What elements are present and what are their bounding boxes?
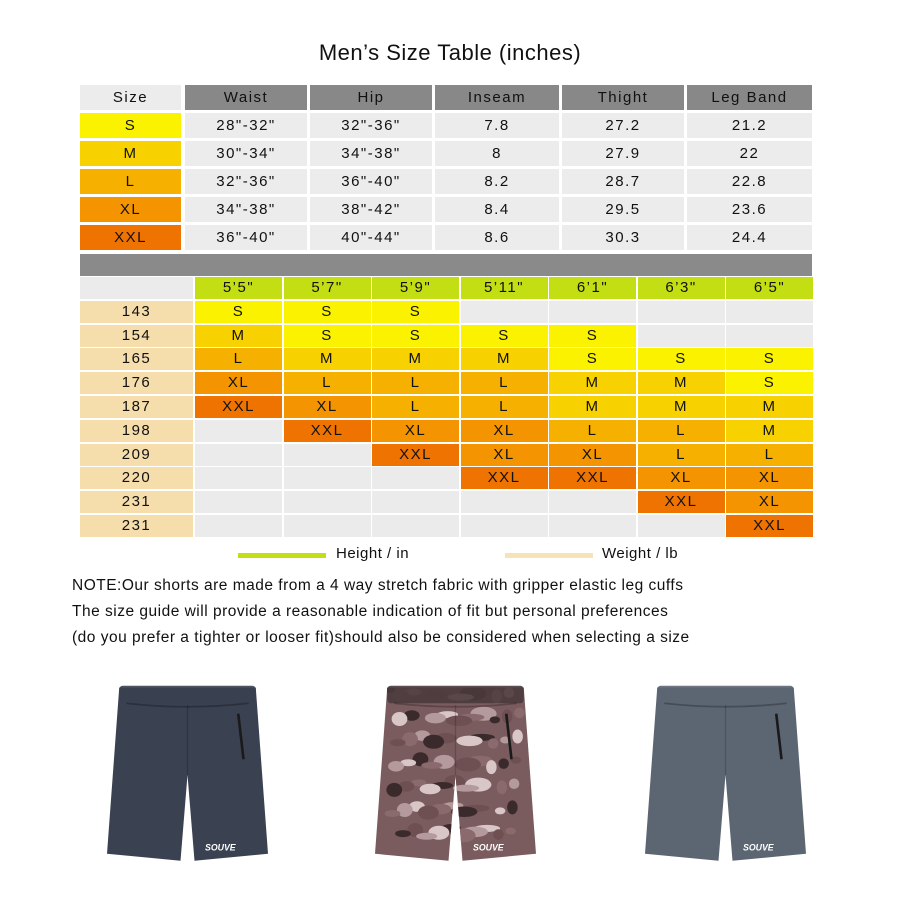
fit-cell: XL: [284, 396, 371, 418]
fit-cell: M: [726, 396, 813, 418]
height-header-cell: 5’5": [195, 277, 282, 299]
weight-legend-swatch: [505, 553, 593, 558]
size-table-cell-hip: 40"-44": [310, 225, 432, 250]
size-table-cell-inseam: 8.2: [435, 169, 559, 194]
fit-cell: S: [372, 301, 459, 323]
shorts-camo-icon: [368, 665, 543, 885]
fit-cell: XL: [638, 467, 725, 489]
size-table-cell-hip: 36"-40": [310, 169, 432, 194]
fit-cell: M: [461, 348, 548, 370]
fit-cell: M: [638, 372, 725, 394]
weight-row-label: 231: [80, 515, 193, 537]
fit-cell-empty: [549, 491, 636, 513]
fit-cell: XXL: [726, 515, 813, 537]
size-table-cell-leg-band: 22: [687, 141, 812, 166]
fit-cell: L: [461, 396, 548, 418]
size-table-cell-waist: 30"-34": [185, 141, 307, 166]
size-table-cell-thigh: 27.9: [562, 141, 684, 166]
fit-cell-empty: [549, 515, 636, 537]
fit-cell: XXL: [195, 396, 282, 418]
fit-cell: XL: [195, 372, 282, 394]
size-table-cell-size: S: [80, 113, 181, 138]
height-legend-swatch: [238, 553, 326, 558]
height-header-cell: 5’11": [461, 277, 548, 299]
fit-cell: M: [638, 396, 725, 418]
size-table-cell-leg-band: 23.6: [687, 197, 812, 222]
size-table-cell-leg-band: 24.4: [687, 225, 812, 250]
fit-cell-empty: [195, 444, 282, 466]
weight-row-label: 154: [80, 325, 193, 347]
fit-cell: S: [726, 372, 813, 394]
fit-cell: L: [549, 420, 636, 442]
fit-cell-empty: [726, 301, 813, 323]
size-table-cell-size: M: [80, 141, 181, 166]
fit-cell: L: [461, 372, 548, 394]
fit-cell-empty: [372, 515, 459, 537]
fit-cell: XL: [726, 491, 813, 513]
size-table-cell-hip: 34"-38": [310, 141, 432, 166]
size-table-cell-thigh: 29.5: [562, 197, 684, 222]
fit-cell: XL: [549, 444, 636, 466]
note-line-2: The size guide will provide a reasonable indication of fit but personal preferences: [72, 603, 669, 620]
size-table-cell-inseam: 8.4: [435, 197, 559, 222]
weight-row-label: 198: [80, 420, 193, 442]
fit-cell: L: [372, 396, 459, 418]
fit-cell: L: [638, 420, 725, 442]
size-table-cell-hip: 32"-36": [310, 113, 432, 138]
table-divider: [80, 254, 812, 276]
fit-cell-empty: [461, 515, 548, 537]
weight-row-label: 165: [80, 348, 193, 370]
height-header-cell: 6’3": [638, 277, 725, 299]
size-table-header-thigh: Thight: [562, 85, 684, 110]
fit-cell: XL: [461, 420, 548, 442]
size-table-cell-waist: 36"-40": [185, 225, 307, 250]
brand-logo: SOUVE: [205, 842, 236, 853]
size-table-cell-thigh: 27.2: [562, 113, 684, 138]
size-table-cell-inseam: 8.6: [435, 225, 559, 250]
fit-cell-empty: [638, 325, 725, 347]
size-table-cell-size: L: [80, 169, 181, 194]
fit-cell: S: [549, 348, 636, 370]
product-image-navy: [100, 665, 275, 890]
note-line-1: NOTE:Our shorts are made from a 4 way stretch fabric with gripper elastic leg cuffs: [72, 577, 684, 594]
fit-note: [72, 573, 832, 651]
fit-cell: M: [549, 396, 636, 418]
fit-cell-empty: [461, 491, 548, 513]
shorts-navy-icon: [100, 665, 275, 885]
product-image-gray: [638, 665, 813, 890]
weight-row-label: 176: [80, 372, 193, 394]
product-image-camo: [368, 665, 543, 890]
weight-row-label: 209: [80, 444, 193, 466]
fit-cell-empty: [195, 491, 282, 513]
fit-cell-empty: [284, 491, 371, 513]
size-table-cell-waist: 34"-38": [185, 197, 307, 222]
fit-cell-empty: [195, 420, 282, 442]
size-table-cell-thigh: 28.7: [562, 169, 684, 194]
fit-cell-empty: [284, 467, 371, 489]
size-table-header-inseam: Inseam: [435, 85, 559, 110]
weight-legend-label: Weight / lb: [602, 545, 679, 562]
fit-cell-empty: [284, 444, 371, 466]
fit-cell: XXL: [638, 491, 725, 513]
fit-cell-empty: [549, 301, 636, 323]
fit-cell-empty: [726, 325, 813, 347]
height-header-cell: 5’7": [284, 277, 371, 299]
size-table-header-hip: Hip: [310, 85, 432, 110]
fit-cell: L: [372, 372, 459, 394]
legend: [0, 545, 900, 565]
fit-cell: M: [726, 420, 813, 442]
height-header-cell: 6’1": [549, 277, 636, 299]
fit-cell: XXL: [284, 420, 371, 442]
fit-cell: S: [195, 301, 282, 323]
fit-cell: S: [549, 325, 636, 347]
fit-cell: XL: [461, 444, 548, 466]
matrix-corner-cell: [80, 277, 193, 299]
size-table-cell-size: XL: [80, 197, 181, 222]
weight-row-label: 143: [80, 301, 193, 323]
fit-cell: M: [284, 348, 371, 370]
brand-logo: SOUVE: [473, 842, 504, 853]
fit-cell-empty: [195, 467, 282, 489]
shorts-gray-icon: [638, 665, 813, 885]
fit-cell: L: [726, 444, 813, 466]
size-table-cell-waist: 32"-36": [185, 169, 307, 194]
size-table-cell-leg-band: 21.2: [687, 113, 812, 138]
fit-cell: L: [638, 444, 725, 466]
fit-cell: M: [549, 372, 636, 394]
size-table-cell-thigh: 30.3: [562, 225, 684, 250]
fit-cell: S: [638, 348, 725, 370]
weight-row-label: 231: [80, 491, 193, 513]
fit-cell: M: [372, 348, 459, 370]
height-header-cell: 6’5": [726, 277, 813, 299]
fit-cell-empty: [461, 301, 548, 323]
fit-cell-empty: [372, 491, 459, 513]
fit-cell: L: [284, 372, 371, 394]
size-table-cell-leg-band: 22.8: [687, 169, 812, 194]
note-line-3: (do you prefer a tighter or looser fit)should also be considered when selecting a size: [72, 629, 690, 646]
weight-row-label: 187: [80, 396, 193, 418]
size-table-header-waist: Waist: [185, 85, 307, 110]
fit-cell-empty: [195, 515, 282, 537]
fit-cell: S: [726, 348, 813, 370]
size-table-header-size: Size: [80, 85, 181, 110]
fit-cell: M: [195, 325, 282, 347]
size-table-cell-waist: 28"-32": [185, 113, 307, 138]
height-legend-label: Height / in: [336, 545, 410, 562]
weight-row-label: 220: [80, 467, 193, 489]
size-table-header-leg-band: Leg Band: [687, 85, 812, 110]
page-title: Men’s Size Table (inches): [318, 40, 582, 65]
fit-cell: XL: [372, 420, 459, 442]
fit-cell: XXL: [549, 467, 636, 489]
fit-cell-empty: [638, 301, 725, 323]
fit-cell-empty: [638, 515, 725, 537]
size-table-cell-hip: 38"-42": [310, 197, 432, 222]
height-header-cell: 5’9": [372, 277, 459, 299]
size-table-cell-inseam: 8: [435, 141, 559, 166]
fit-cell: S: [284, 301, 371, 323]
size-table-cell-size: XXL: [80, 225, 181, 250]
fit-cell: S: [461, 325, 548, 347]
fit-cell-empty: [372, 467, 459, 489]
fit-cell: S: [372, 325, 459, 347]
fit-cell-empty: [284, 515, 371, 537]
size-table-cell-inseam: 7.8: [435, 113, 559, 138]
fit-cell: L: [195, 348, 282, 370]
fit-cell: S: [284, 325, 371, 347]
brand-logo: SOUVE: [743, 842, 774, 853]
fit-cell: XL: [726, 467, 813, 489]
fit-cell: XXL: [372, 444, 459, 466]
fit-cell: XXL: [461, 467, 548, 489]
